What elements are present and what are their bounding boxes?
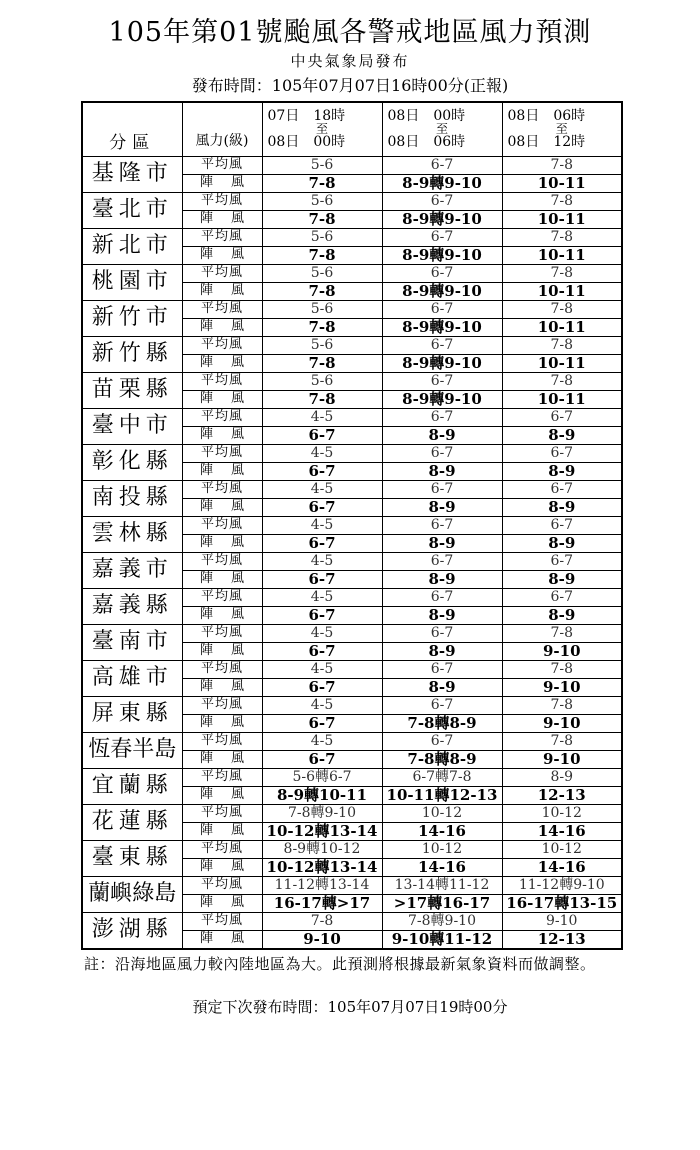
region-name: 臺東縣	[82, 840, 182, 876]
gust-label	[182, 282, 262, 300]
gust-value: 8-9	[382, 426, 502, 444]
avg-wind-label: 平均風	[182, 264, 262, 282]
gust-label	[182, 534, 262, 552]
gust-label	[182, 642, 262, 660]
gust-value: 14-16	[502, 822, 622, 840]
gust-label-char: 陣	[199, 283, 213, 298]
gust-label-char: 陣	[199, 391, 213, 406]
table-row-avg	[82, 300, 622, 318]
gust-label	[182, 498, 262, 516]
avg-wind-value: 6-7	[382, 516, 502, 534]
gust-value: 8-9	[382, 534, 502, 552]
gust-value: 10-12轉13-14	[262, 822, 382, 840]
region-name: 南投縣	[82, 480, 182, 516]
gust-label-char: 陣	[199, 823, 213, 838]
table-row-avg	[82, 444, 622, 462]
avg-wind-label: 平均風	[182, 624, 262, 642]
gust-value: 6-7	[262, 570, 382, 588]
avg-wind-value: 7-8轉9-10	[382, 912, 502, 930]
gust-value: 12-13	[502, 786, 622, 804]
gust-value: 7-8	[262, 318, 382, 336]
gust-label-char: 風	[231, 823, 245, 838]
gust-value: 14-16	[382, 858, 502, 876]
gust-value: 8-9	[382, 570, 502, 588]
gust-label-char: 風	[231, 859, 245, 874]
gust-value: 8-9轉9-10	[382, 354, 502, 372]
avg-wind-value: 6-7	[382, 192, 502, 210]
period-to: 08日 12時	[507, 133, 586, 150]
gust-value: 8-9轉9-10	[382, 246, 502, 264]
avg-wind-label: 平均風	[182, 408, 262, 426]
gust-label-char: 陣	[199, 679, 213, 694]
avg-wind-value: 7-8	[502, 372, 622, 390]
gust-label-char: 陣	[199, 427, 213, 442]
gust-label-char: 陣	[199, 319, 213, 334]
region-name: 基隆市	[82, 156, 182, 192]
region-name: 彰化縣	[82, 444, 182, 480]
region-header: 分區	[82, 102, 182, 156]
gust-label-char: 風	[231, 679, 245, 694]
gust-label-char: 風	[231, 283, 245, 298]
gust-value: 14-16	[502, 858, 622, 876]
gust-value: 6-7	[262, 714, 382, 732]
period-from: 08日 06時	[507, 107, 586, 124]
gust-label	[182, 390, 262, 408]
gust-value: 10-11	[502, 246, 622, 264]
gust-label-char: 風	[231, 535, 245, 550]
avg-wind-value: 5-6	[262, 228, 382, 246]
gust-label-char: 陣	[199, 715, 213, 730]
avg-wind-value: 11-12轉9-10	[502, 876, 622, 894]
avg-wind-label: 平均風	[182, 660, 262, 678]
avg-wind-value: 6-7	[502, 408, 622, 426]
avg-wind-label: 平均風	[182, 300, 262, 318]
gust-label	[182, 678, 262, 696]
avg-wind-value: 10-12	[382, 840, 502, 858]
period-to-label: 至	[555, 121, 568, 136]
gust-label	[182, 894, 262, 912]
avg-wind-value: 6-7	[382, 228, 502, 246]
avg-wind-value: 5-6	[262, 264, 382, 282]
avg-wind-value: 5-6	[262, 336, 382, 354]
avg-wind-value: 6-7	[382, 588, 502, 606]
avg-wind-label: 平均風	[182, 156, 262, 174]
gust-label-char: 陣	[199, 751, 213, 766]
table-row-avg	[82, 660, 622, 678]
avg-wind-value: 4-5	[262, 444, 382, 462]
avg-wind-label: 平均風	[182, 336, 262, 354]
gust-label-char: 風	[231, 499, 245, 514]
gust-value: 10-11轉12-13	[382, 786, 502, 804]
avg-wind-value: 7-8	[262, 912, 382, 930]
avg-wind-label: 平均風	[182, 696, 262, 714]
period-to: 08日 00時	[267, 133, 346, 150]
gust-value: 6-7	[262, 498, 382, 516]
region-name: 澎湖縣	[82, 912, 182, 949]
avg-wind-value: 4-5	[262, 732, 382, 750]
avg-wind-value: 6-7	[382, 264, 502, 282]
gust-label-char: 陣	[199, 643, 213, 658]
avg-wind-value: 6-7	[382, 732, 502, 750]
avg-wind-value: 4-5	[262, 660, 382, 678]
page-title: 105年第01號颱風各警戒地區風力預測	[108, 17, 592, 48]
avg-wind-value: 7-8轉9-10	[262, 804, 382, 822]
region-name: 屏東縣	[82, 696, 182, 732]
avg-wind-value: 6-7	[382, 336, 502, 354]
next-issue-time: 預定下次發布時間：105年07月07日19時00分	[192, 998, 508, 1016]
avg-wind-value: 6-7	[502, 588, 622, 606]
region-name: 恆春半島	[82, 732, 182, 768]
region-name: 新北市	[82, 228, 182, 264]
avg-wind-value: 4-5	[262, 480, 382, 498]
gust-value: 10-11	[502, 390, 622, 408]
avg-wind-value: 9-10	[502, 912, 622, 930]
avg-wind-value: 4-5	[262, 696, 382, 714]
period-header	[382, 102, 502, 156]
gust-value: 16-17轉13-15	[502, 894, 622, 912]
gust-label-char: 風	[231, 319, 245, 334]
avg-wind-value: 6-7	[382, 552, 502, 570]
gust-label-char: 陣	[199, 499, 213, 514]
table-row-avg	[82, 552, 622, 570]
footnote: 註：沿海地區風力較內陸地區為大。此預測將根據最新氣象資料而做調整。	[84, 955, 596, 973]
avg-wind-value: 6-7	[382, 372, 502, 390]
region-name: 新竹市	[82, 300, 182, 336]
table-row-avg	[82, 912, 622, 930]
gust-label-char: 陣	[199, 787, 213, 802]
region-name: 嘉義縣	[82, 588, 182, 624]
gust-label	[182, 174, 262, 192]
power-header: 風力(級)	[182, 102, 262, 156]
avg-wind-value: 11-12轉13-14	[262, 876, 382, 894]
gust-value: 10-11	[502, 318, 622, 336]
gust-value: 10-11	[502, 210, 622, 228]
table-row-avg	[82, 804, 622, 822]
avg-wind-value: 7-8	[502, 300, 622, 318]
gust-label-char: 風	[231, 211, 245, 226]
gust-value: 8-9	[502, 606, 622, 624]
gust-label-char: 風	[231, 787, 245, 802]
gust-value: >17轉16-17	[382, 894, 502, 912]
gust-label	[182, 714, 262, 732]
gust-label	[182, 822, 262, 840]
avg-wind-value: 4-5	[262, 624, 382, 642]
avg-wind-value: 5-6	[262, 192, 382, 210]
gust-value: 6-7	[262, 426, 382, 444]
period-to-label: 至	[315, 121, 328, 136]
table-row-avg	[82, 336, 622, 354]
gust-value: 7-8轉8-9	[382, 714, 502, 732]
table-row-avg	[82, 228, 622, 246]
gust-label	[182, 462, 262, 480]
period-header	[502, 102, 622, 156]
gust-value: 8-9	[502, 426, 622, 444]
avg-wind-value: 6-7	[382, 696, 502, 714]
gust-label	[182, 858, 262, 876]
gust-label-char: 陣	[199, 463, 213, 478]
gust-label-char: 風	[231, 571, 245, 586]
gust-label-char: 風	[231, 895, 245, 910]
table-row-avg	[82, 408, 622, 426]
table-row-avg	[82, 156, 622, 174]
gust-label-char: 陣	[199, 931, 213, 946]
gust-value: 6-7	[262, 462, 382, 480]
table-row-avg	[82, 696, 622, 714]
avg-wind-value: 4-5	[262, 588, 382, 606]
gust-label-char: 風	[231, 427, 245, 442]
gust-value: 6-7	[262, 606, 382, 624]
avg-wind-value: 6-7	[502, 444, 622, 462]
gust-label-char: 風	[231, 931, 245, 946]
avg-wind-value: 6-7轉7-8	[382, 768, 502, 786]
gust-label	[182, 354, 262, 372]
avg-wind-value: 5-6轉6-7	[262, 768, 382, 786]
avg-wind-value: 5-6	[262, 300, 382, 318]
region-name: 蘭嶼綠島	[82, 876, 182, 912]
avg-wind-value: 5-6	[262, 156, 382, 174]
avg-wind-label: 平均風	[182, 192, 262, 210]
period-to-label: 至	[435, 121, 448, 136]
gust-label-char: 風	[231, 355, 245, 370]
gust-value: 10-11	[502, 174, 622, 192]
gust-label-char: 風	[231, 751, 245, 766]
gust-value: 6-7	[262, 534, 382, 552]
gust-label	[182, 930, 262, 949]
avg-wind-value: 6-7	[382, 444, 502, 462]
gust-label-char: 陣	[199, 571, 213, 586]
avg-wind-label: 平均風	[182, 912, 262, 930]
avg-wind-label: 平均風	[182, 444, 262, 462]
gust-value: 8-9轉9-10	[382, 210, 502, 228]
table-row-avg	[82, 516, 622, 534]
gust-value: 14-16	[382, 822, 502, 840]
issuer: 中央氣象局發布	[290, 52, 410, 70]
gust-label	[182, 786, 262, 804]
table-row-avg	[82, 264, 622, 282]
gust-value: 7-8	[262, 282, 382, 300]
table-row-avg	[82, 588, 622, 606]
gust-label-char: 風	[231, 463, 245, 478]
gust-label-char: 風	[231, 607, 245, 622]
gust-value: 9-10	[502, 714, 622, 732]
gust-value: 8-9	[382, 498, 502, 516]
gust-value: 8-9	[382, 678, 502, 696]
avg-wind-value: 10-12	[502, 804, 622, 822]
gust-value: 6-7	[262, 750, 382, 768]
avg-wind-value: 7-8	[502, 696, 622, 714]
gust-label	[182, 426, 262, 444]
region-name: 新竹縣	[82, 336, 182, 372]
gust-value: 12-13	[502, 930, 622, 949]
gust-value: 8-9轉9-10	[382, 318, 502, 336]
avg-wind-value: 4-5	[262, 408, 382, 426]
gust-label-char: 陣	[199, 859, 213, 874]
avg-wind-label: 平均風	[182, 768, 262, 786]
avg-wind-value: 4-5	[262, 552, 382, 570]
region-name: 雲林縣	[82, 516, 182, 552]
avg-wind-value: 7-8	[502, 228, 622, 246]
issue-time: 發布時間：105年07月07日16時00分(正報)	[191, 76, 509, 95]
gust-label-char: 風	[231, 715, 245, 730]
gust-value: 8-9轉9-10	[382, 390, 502, 408]
gust-label-char: 風	[231, 247, 245, 262]
gust-label-char: 陣	[199, 211, 213, 226]
period-from: 07日 18時	[267, 107, 346, 124]
avg-wind-label: 平均風	[182, 552, 262, 570]
avg-wind-value: 7-8	[502, 336, 622, 354]
region-name: 高雄市	[82, 660, 182, 696]
avg-wind-value: 4-5	[262, 516, 382, 534]
gust-label	[182, 570, 262, 588]
gust-value: 6-7	[262, 678, 382, 696]
avg-wind-value: 8-9	[502, 768, 622, 786]
gust-value: 16-17轉>17	[262, 894, 382, 912]
table-row-avg	[82, 480, 622, 498]
gust-value: 7-8	[262, 210, 382, 228]
gust-value: 10-11	[502, 282, 622, 300]
gust-value: 9-10	[502, 678, 622, 696]
region-name: 桃園市	[82, 264, 182, 300]
table-row-avg	[82, 732, 622, 750]
gust-value: 8-9	[502, 570, 622, 588]
region-name: 臺北市	[82, 192, 182, 228]
avg-wind-value: 7-8	[502, 660, 622, 678]
gust-label-char: 陣	[199, 355, 213, 370]
period-to: 08日 06時	[387, 133, 466, 150]
gust-label-char: 風	[231, 175, 245, 190]
avg-wind-value: 6-7	[502, 552, 622, 570]
table-row-avg	[82, 372, 622, 390]
gust-label	[182, 750, 262, 768]
gust-value: 7-8	[262, 174, 382, 192]
avg-wind-value: 6-7	[382, 480, 502, 498]
avg-wind-value: 8-9轉10-12	[262, 840, 382, 858]
gust-label	[182, 246, 262, 264]
gust-value: 8-9	[502, 534, 622, 552]
region-name: 宜蘭縣	[82, 768, 182, 804]
table-row-avg	[82, 624, 622, 642]
gust-value: 8-9	[382, 606, 502, 624]
gust-value: 7-8轉8-9	[382, 750, 502, 768]
avg-wind-value: 13-14轉11-12	[382, 876, 502, 894]
gust-value: 8-9	[502, 498, 622, 516]
gust-label-char: 陣	[199, 895, 213, 910]
gust-value: 9-10	[502, 750, 622, 768]
avg-wind-label: 平均風	[182, 480, 262, 498]
table-row-avg	[82, 840, 622, 858]
gust-value: 8-9轉10-11	[262, 786, 382, 804]
avg-wind-label: 平均風	[182, 804, 262, 822]
avg-wind-value: 6-7	[382, 408, 502, 426]
gust-value: 8-9	[502, 462, 622, 480]
avg-wind-label: 平均風	[182, 228, 262, 246]
gust-value: 8-9	[382, 462, 502, 480]
avg-wind-value: 6-7	[382, 300, 502, 318]
gust-label-char: 風	[231, 643, 245, 658]
region-name: 花蓮縣	[82, 804, 182, 840]
gust-label	[182, 318, 262, 336]
gust-label	[182, 606, 262, 624]
table-row-avg	[82, 192, 622, 210]
region-name: 臺中市	[82, 408, 182, 444]
gust-value: 8-9轉9-10	[382, 282, 502, 300]
gust-value: 7-8	[262, 246, 382, 264]
gust-label-char: 陣	[199, 607, 213, 622]
avg-wind-value: 6-7	[382, 660, 502, 678]
avg-wind-label: 平均風	[182, 840, 262, 858]
avg-wind-value: 6-7	[502, 516, 622, 534]
gust-value: 9-10轉11-12	[382, 930, 502, 949]
region-name: 臺南市	[82, 624, 182, 660]
avg-wind-value: 7-8	[502, 624, 622, 642]
gust-value: 6-7	[262, 642, 382, 660]
gust-value: 7-8	[262, 354, 382, 372]
gust-value: 9-10	[502, 642, 622, 660]
avg-wind-label: 平均風	[182, 876, 262, 894]
gust-label-char: 陣	[199, 535, 213, 550]
gust-value: 10-12轉13-14	[262, 858, 382, 876]
gust-label-char: 陣	[199, 247, 213, 262]
gust-value: 8-9轉9-10	[382, 174, 502, 192]
gust-value: 7-8	[262, 390, 382, 408]
avg-wind-label: 平均風	[182, 516, 262, 534]
avg-wind-value: 5-6	[262, 372, 382, 390]
gust-value: 9-10	[262, 930, 382, 949]
avg-wind-value: 6-7	[382, 624, 502, 642]
avg-wind-value: 7-8	[502, 156, 622, 174]
period-from: 08日 00時	[387, 107, 466, 124]
gust-value: 10-11	[502, 354, 622, 372]
region-name: 嘉義市	[82, 552, 182, 588]
avg-wind-label: 平均風	[182, 588, 262, 606]
wind-forecast-table	[81, 101, 623, 950]
gust-value: 8-9	[382, 642, 502, 660]
avg-wind-value: 6-7	[502, 480, 622, 498]
avg-wind-label: 平均風	[182, 372, 262, 390]
table-row-avg	[82, 768, 622, 786]
gust-label-char: 風	[231, 391, 245, 406]
period-header	[262, 102, 382, 156]
gust-label	[182, 210, 262, 228]
avg-wind-value: 10-12	[502, 840, 622, 858]
avg-wind-label: 平均風	[182, 732, 262, 750]
avg-wind-value: 7-8	[502, 264, 622, 282]
avg-wind-value: 7-8	[502, 192, 622, 210]
header-row	[82, 102, 622, 156]
table-row-avg	[82, 876, 622, 894]
gust-label-char: 陣	[199, 175, 213, 190]
region-name: 苗栗縣	[82, 372, 182, 408]
avg-wind-value: 10-12	[382, 804, 502, 822]
avg-wind-value: 6-7	[382, 156, 502, 174]
avg-wind-value: 7-8	[502, 732, 622, 750]
